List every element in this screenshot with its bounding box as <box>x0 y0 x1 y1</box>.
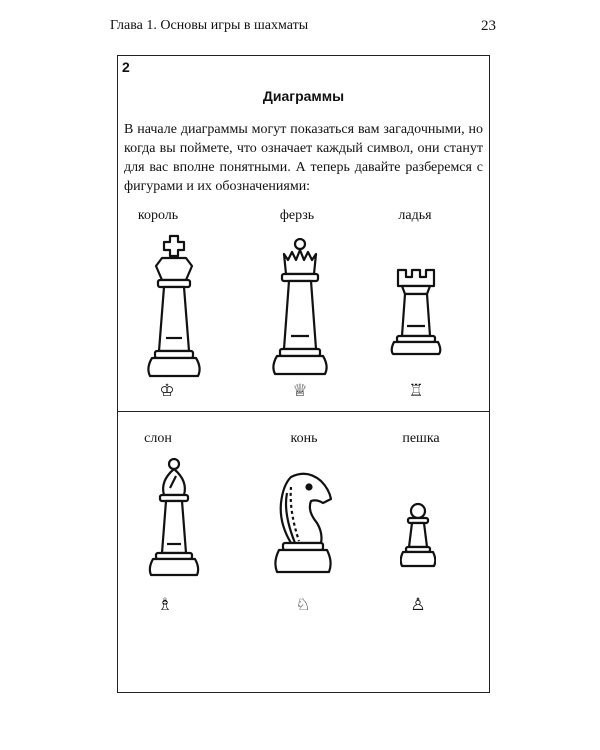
piece-label-pawn: пешка <box>402 431 440 446</box>
rook-icon <box>389 268 443 358</box>
rook-symbol: ♖ <box>408 381 424 401</box>
bishop-icon <box>146 458 202 580</box>
piece-label-rook: ладья <box>398 208 432 223</box>
bishop-symbol: ♗ <box>157 595 173 615</box>
piece-label-knight: конь <box>290 431 318 446</box>
box-number: 2 <box>122 59 130 75</box>
pawn-symbol: ♙ <box>410 595 426 615</box>
intro-paragraph: В начале диаграммы могут показаться вам загадочными, но когда вы поймете, что означает каждый символ, они станут для вас вполне понятными. А теперь давайте разберемся с фигурами и их обозначениями: <box>124 122 483 194</box>
king-icon <box>142 234 206 382</box>
row-divider <box>118 411 489 412</box>
queen-icon <box>270 238 330 382</box>
piece-label-bishop: слон <box>144 431 172 446</box>
page-number: 23 <box>481 18 496 34</box>
chapter-title: Глава 1. Основы игры в шахматы <box>110 18 309 33</box>
diagram-box <box>117 55 490 693</box>
pawn-icon <box>400 502 436 574</box>
knight-icon <box>273 471 337 583</box>
king-symbol: ♔ <box>159 381 175 401</box>
queen-symbol: ♕ <box>292 381 308 401</box>
knight-symbol: ♘ <box>295 595 311 615</box>
piece-label-queen: ферзь <box>279 208 315 223</box>
section-title: Диаграммы <box>262 88 345 104</box>
piece-label-king: король <box>137 208 179 223</box>
